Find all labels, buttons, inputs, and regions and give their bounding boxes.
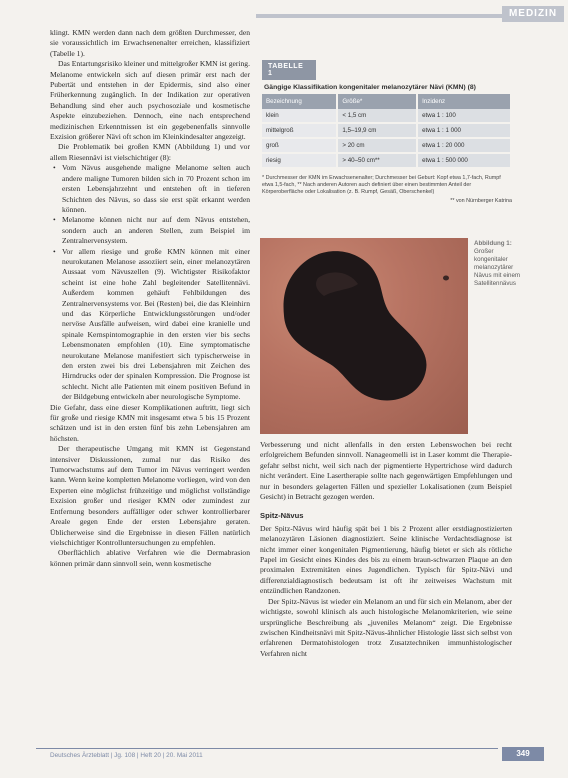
paragraph: Der Spitz-Nävus wird häufig spät bei 1 bis 2 Prozent aller erstdiagnostizierten melanozytären Läsionen diagnostiziert. Seine klinische Verdachtsdiagnose ist nicht immer einer kongenitalen Pigmentierung, häufig bietet er sich als rötliche Papel im Gesicht eines Kindes des bis zu einem braun-schwarzen Plaque an den proximalen Extremitäten eines Jugendlichen. Typisch für Spitz-Nävi und differenzialdiagnostisch bedeutsam ist oft ihr zeitweises Wachstum mit entzündlichen Randzonen. — [260, 523, 512, 596]
paragraph: Die Gefahr, dass eine dieser Komplikationen auftritt, liegt sich für große und riesige KMN mit insgesamt etwa 5 bis 15 Prozent schätzen und ist in den ersten fünf bis zehn Lebensjahren am höchsten. — [50, 402, 250, 443]
table-cell: > 20 cm — [337, 138, 417, 153]
figure-caption-title: Abbildung 1: — [474, 240, 512, 247]
figure-caption-text: Großer kongenitaler melanozytärer Nävus mit einem Satellitennävus — [474, 248, 521, 287]
classification-table — [262, 94, 512, 169]
table-cell: etwa 1 : 500 000 — [417, 153, 511, 168]
table-cell: klein — [262, 109, 337, 123]
table-row — [262, 109, 511, 123]
table-row — [262, 138, 511, 153]
table-cell: etwa 1 : 100 — [417, 109, 511, 123]
paragraph: Der therapeutische Umgang mit KMN ist Gegenstand intensiver Diskussionen, zumal nur das Risiko des Tumorwachstums auf dem Tumor im Nävus verringert werden kann. Wenn keine kompletten Melanome vorliegen, wird von den Experten eine möglichst frühzeitige und möglichst vollständige Exzision großer und riesiger KMN oder zumindest zur Entfernung besonders auffälliger oder schwer kontrollierbarer Areale gegen Ende der ersten Lebensjahre geraten. Üblicherweise sind die Ergebnisse in diesen Fällen natürlich vielschichtiger Kontrolluntersuchungen zu empfehlen. — [50, 444, 250, 547]
satellite-nevus — [443, 276, 449, 281]
paragraph: Das Entartungsrisiko kleiner und mittelgroßer KMN ist gering. Melanome entwickeln sich auf diesen primär erst nach der Pubertät und entstehen in der Epidermis, sind also einer Früherkennung zugänglich. In der Indikation zur operativen Behandlung sind eher auch psychosoziale und kosmetische Aspekte einzubeziehen. Dennoch, eine nach entsprechend medizinischen Erkenntnissen ist ein gegebenenfalls sinnvolle Exzision größerer Nävi oft schon im Kleinkindesalter angezeigt. — [50, 59, 250, 142]
classification-table-box — [262, 60, 512, 204]
footer-rule — [36, 748, 498, 749]
table-cell: groß — [262, 138, 337, 153]
paragraph: klingt. KMN werden dann nach dem größten Durchmesser, den sie voraussichtlich im Erwachsenenalter erreichen, klassifiziert (Tabelle 1). — [50, 28, 250, 58]
paragraph: Die Problematik bei großen KMN (Abbildung 1) und vor allem Riesennävi ist vielschichtiger (8): — [50, 142, 250, 162]
table-header-cell: Bezeichnung — [262, 94, 337, 109]
table-row — [262, 123, 511, 138]
left-text-column — [50, 28, 250, 569]
table-cell: 1,5–19,9 cm — [337, 123, 417, 138]
list-item: • Vom Nävus ausgehende maligne Melanome selten auch andere maligne Tumoren bilden sich in 70 Prozent schon im ersten Lebensjahrzehnt und entstehen oft in tieferen Schichten des Nävus, so dass sie erst spät erkannt werden können. — [62, 163, 250, 215]
table-cell: riesig — [262, 153, 337, 168]
table-cell: etwa 1 : 20 000 — [417, 138, 511, 153]
right-text-column — [260, 440, 512, 659]
table-cell: mittelgroß — [262, 123, 337, 138]
section-label: MEDIZIN — [502, 6, 564, 22]
table-title: Gängige Klassifikation kongenitaler melanozytärer Nävi (KMN) (8) — [264, 84, 476, 91]
table-footnote: * Durchmesser der KMN im Erwachsenenalter; Durchmesser bei Geburt: Kopf etwa 1,7-fach, Rumpf etwa 1,5-fach, ** Nach anderen Autoren auch definiert über einen bestimmten Anteil der Körperoberfläche oder Lokalisation (z. B. Rumpf, Gesäß, Oberschenkel) — [262, 175, 501, 195]
section-heading: Spitz-Nävus — [260, 511, 304, 521]
figure-caption — [474, 240, 524, 288]
nevus-lesion — [284, 251, 427, 400]
list-item: • Vor allem riesige und große KMN können mit einer neurokutanen Melanose assoziiert sein, einer melanozytären Aussaat vom Nävuszellen (9). Wichtigster Risikofaktor scheint ist eine hohe Zahl begleitender Satellitennävi. Außerdem kommen gehäuft Fehlbildungen des Zentralnervensystems vor. Bei (Resten) bei, die das Kleinhirn und das Körperliche Entwicklungsstörungen und/oder nervöse Ausfälle aufweisen, wird dabei eine kranielle und spinale Kernspintomographie in den ersten vier bis sechs Lebensmonaten empfohlen (10). Eine symptomatische neurokutane Melanose manifestiert sich typischerweise in den ersten zwei bis drei Lebensjahren mit Zeichen des Hirndrucks oder der spinalen Kompression. Die Prognose ist schlecht. Nicht alle Patienten mit einem positiven Befund in der Bildgebung entwickeln aber neurologische Symptome. — [62, 247, 250, 403]
list-item: • Melanome können nicht nur auf dem Nävus entstehen, sondern auch an anderen Stellen, zum Beispiel im Zentralnervensystem. — [62, 215, 250, 246]
table-header-cell: Größe* — [337, 94, 417, 109]
footer-journal: Deutsches Ärzteblatt | Jg. 108 | Heft 20 | 20. Mai 2011 — [50, 752, 203, 759]
page-number: 349 — [502, 747, 544, 761]
table-row — [262, 153, 511, 168]
table-header-row — [262, 94, 511, 109]
table-source: ** von Nürnberger Katrina — [450, 198, 512, 204]
paragraph: Verbesserung und nicht allenfalls in den ersten Lebenswochen bei recht erfolgreichem Befunden sinnvoll. Nanageomelli ist in Laser kommt die Therapie-gefahr selbst nicht, weil sich nach der pigmentierte Hypertrichose wird dadurch nicht verändert. Eine Lasertherapie sollte nach gegenwärtigen Empfehlungen und nur in besonders gelagerten Fällen und spezieller Lokalisationen (zum Beispiel Gesicht) in Betracht gezogen werden. — [260, 440, 512, 502]
paragraph: Der Spitz-Nävus ist wieder ein Melanom an und für sich ein Melanom, aber der wichtigste, sowohl klinisch als auch histologische Melanomkriterien, wie seine ursprüngliche Beschreibung als „juveniles Melanom“ zeigt. Die Ergebnisse zwischen Kindheitsnävi mit Spitz-Nävus-ähnlicher Histologie lässt sich selbst von erfahrenen Dermatohistologen trotz Zusatztechniken immunhistologischer Verfahren nicht — [260, 596, 512, 658]
table-cell: < 1,5 cm — [337, 109, 417, 123]
paragraph: Oberflächlich ablative Verfahren wie die Dermabrasion können primär dann sinnvoll sein, wenn kosmetische — [50, 548, 250, 568]
table-header-cell: Inzidenz — [417, 94, 511, 109]
table-cell: > 40–50 cm** — [337, 153, 417, 168]
header-rule — [256, 14, 502, 18]
nevus-photo — [260, 238, 468, 434]
complication-list — [50, 163, 250, 402]
nevus-illustration — [260, 238, 468, 434]
table-cell: etwa 1 : 1 000 — [417, 123, 511, 138]
table-label: TABELLE 1 — [262, 60, 316, 80]
